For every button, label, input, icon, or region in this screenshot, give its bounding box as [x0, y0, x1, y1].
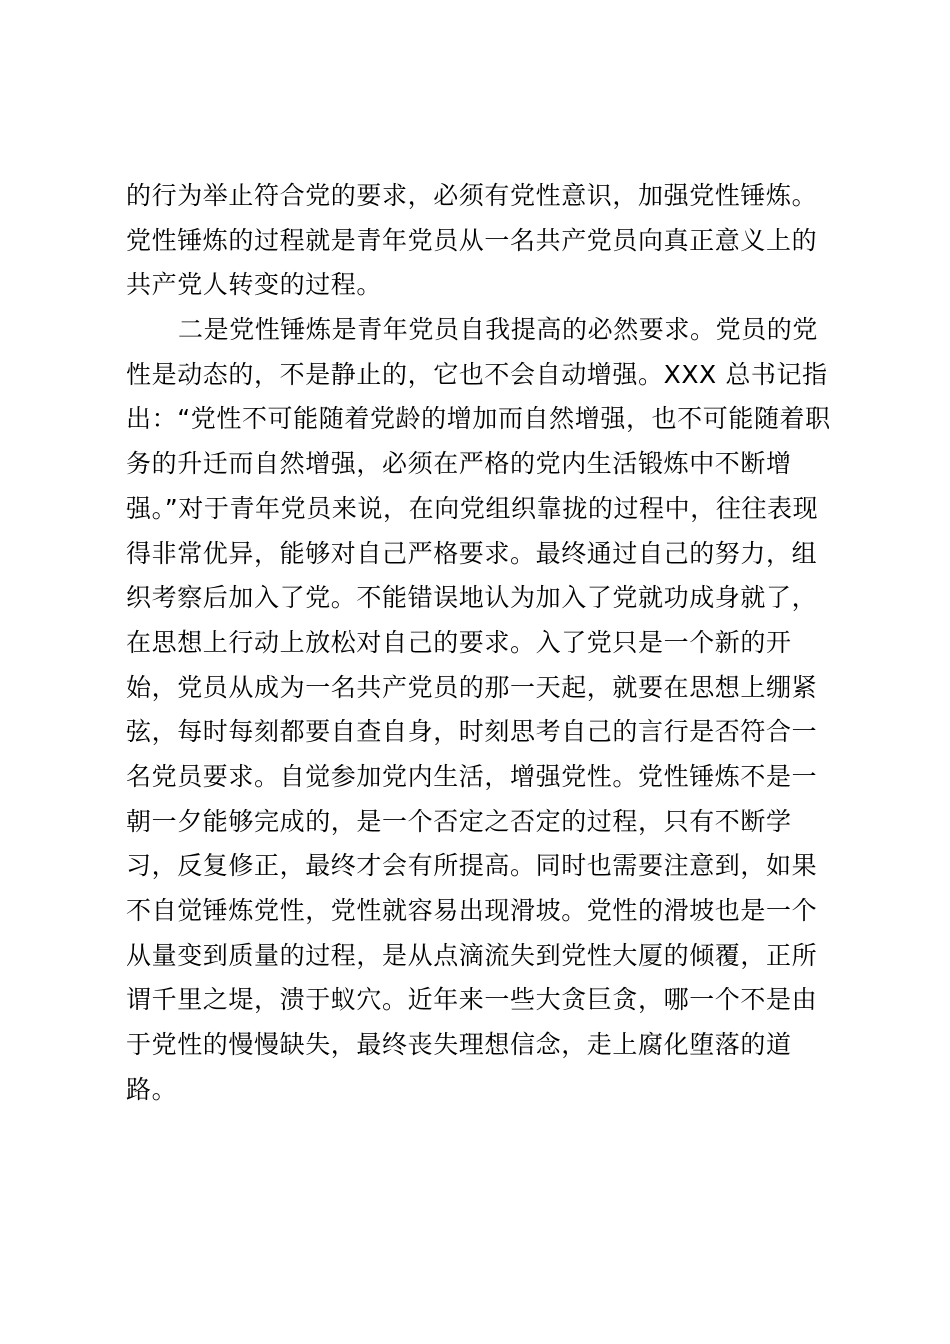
- text-line: 弦，每时每刻都要自查自身，时刻思考自己的言行是否符合一: [126, 717, 818, 747]
- text-line: 从量变到质量的过程，是从点滴流失到党性大厦的倾覆，正所: [126, 940, 818, 970]
- text-line: 性是动态的，不是静止的，它也不会自动增强。XXX 总书记指: [126, 359, 828, 389]
- text-line: 习，反复修正，最终才会有所提高。同时也需要注意到，如果: [126, 851, 818, 881]
- text-line: 朝一夕能够完成的，是一个否定之否定的过程，只有不断学: [126, 806, 792, 836]
- text-line: 始，党员从成为一名共产党员的那一天起，就要在思想上绷紧: [126, 672, 818, 702]
- text-line: 谓千里之堤，溃于蚁穴。近年来一些大贪巨贪，哪一个不是由: [126, 985, 818, 1015]
- body-text: [126, 174, 846, 1112]
- text-line: 共产党人转变的过程。: [126, 270, 383, 300]
- text-line: 路。: [126, 1074, 178, 1104]
- text-line: 的行为举止符合党的要求，必须有党性意识，加强党性锤炼。: [126, 181, 818, 210]
- text-line: 务的升迁而自然增强，必须在严格的党内生活锻炼中不断增: [126, 449, 792, 479]
- text-line: 不自觉锤炼党性，党性就容易出现滑坡。党性的滑坡也是一个: [126, 896, 818, 925]
- text-line: 党性锤炼的过程就是青年党员从一名共产党员向真正意义上的: [126, 225, 818, 255]
- text-line: 强。”对于青年党员来说，在向党组织靠拢的过程中，往往表现: [126, 493, 819, 523]
- text-line: 在思想上行动上放松对自己的要求。入了党只是一个新的开: [126, 627, 792, 657]
- text-line: 织考察后加入了党。不能错误地认为加入了党就功成身就了，: [126, 583, 818, 613]
- text-line: 于党性的慢慢缺失，最终丧失理想信念，走上腐化堕落的道: [126, 1030, 792, 1060]
- text-line: 得非常优异，能够对自己严格要求。最终通过自己的努力，组: [126, 538, 818, 568]
- paragraph-first-line: 二是党性锤炼是青年党员自我提高的必然要求。党员的党: [178, 315, 819, 345]
- text-line: 出：“党性不可能随着党龄的增加而自然增强，也不可能随着职: [126, 404, 831, 434]
- text-line: 名党员要求。自觉参加党内生活，增强党性。党性锤炼不是一: [126, 761, 818, 791]
